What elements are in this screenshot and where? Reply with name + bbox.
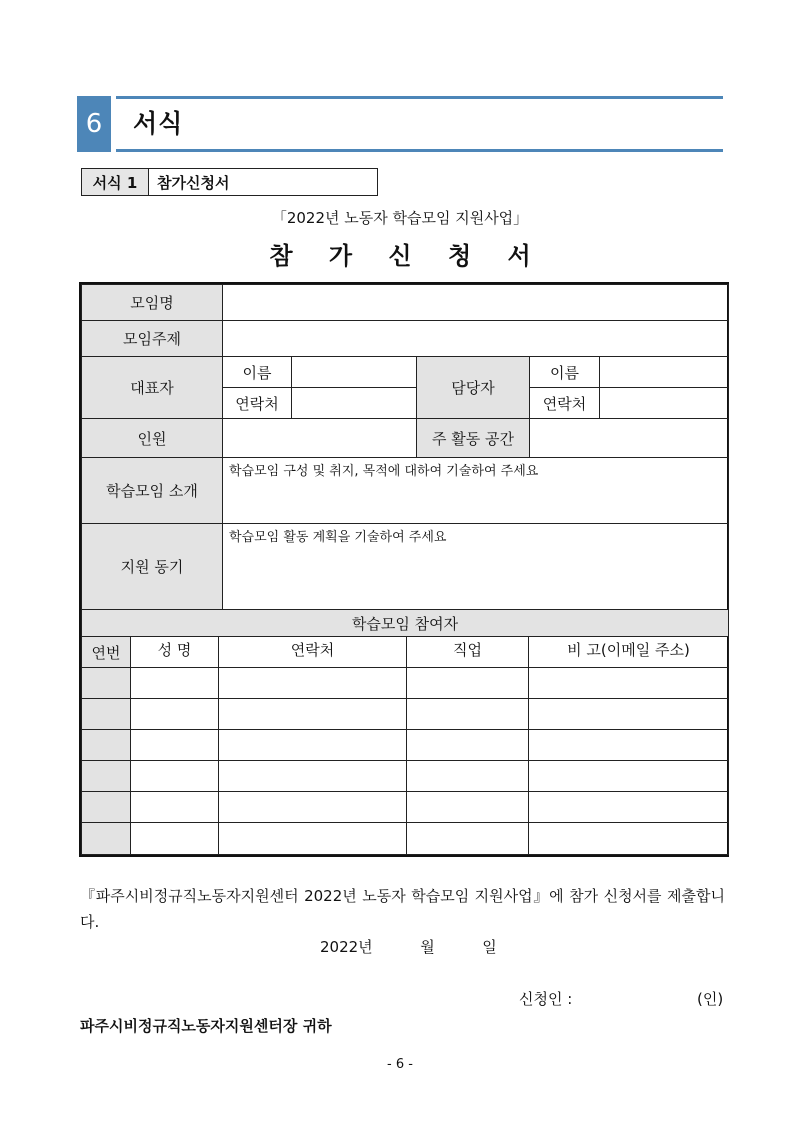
participant-note-cell[interactable] — [528, 698, 729, 730]
recipient: 파주시비정규직노동자지원센터장 귀하 — [80, 1017, 332, 1035]
input-mgr-contact[interactable] — [599, 387, 729, 419]
participant-job-cell[interactable] — [406, 791, 529, 823]
col-header-note: 비 고(이메일 주소) — [528, 636, 729, 668]
row-number-cell — [81, 667, 131, 699]
seal-label: (인) — [697, 990, 724, 1008]
participant-name-cell[interactable] — [130, 760, 219, 792]
form-name: 참가신청서 — [157, 173, 230, 192]
document-subtitle: 「2022년 노동자 학습모임 지원사업」 — [271, 209, 529, 227]
participant-contact-cell[interactable] — [218, 760, 407, 792]
participant-job-cell[interactable] — [406, 729, 529, 761]
applicant-label: 신청인 : — [519, 990, 573, 1008]
label-manager: 담당자 — [416, 356, 530, 419]
label-representative: 대표자 — [81, 356, 223, 419]
section-number: 6 — [77, 96, 111, 152]
section-rule-bottom — [116, 149, 723, 152]
input-motive[interactable]: 학습모임 활동 계획을 기술하여 주세요 — [222, 523, 729, 610]
participant-name-cell[interactable] — [130, 698, 219, 730]
row-number-cell — [81, 791, 131, 823]
participant-contact-cell[interactable] — [218, 667, 407, 699]
input-main-space[interactable] — [529, 418, 729, 458]
input-rep-name[interactable] — [291, 356, 417, 388]
date-month: 월 — [420, 938, 435, 956]
participant-contact-cell[interactable] — [218, 698, 407, 730]
label-motive: 지원 동기 — [81, 523, 223, 610]
participant-name-cell[interactable] — [130, 791, 219, 823]
participant-job-cell[interactable] — [406, 698, 529, 730]
participant-contact-cell[interactable] — [218, 822, 407, 855]
participant-name-cell[interactable] — [130, 822, 219, 855]
label-main-space: 주 활동 공간 — [416, 418, 530, 458]
section-rule-top — [116, 96, 723, 99]
participant-job-cell[interactable] — [406, 822, 529, 855]
row-number-cell — [81, 822, 131, 855]
row-number-cell — [81, 760, 131, 792]
submission-statement: 『파주시비정규직노동자지원센터 2022년 노동자 학습모임 지원사업』에 참가 신청서를 제출합니다. — [80, 887, 725, 931]
document-title: 참 가 신 청 서 — [269, 242, 545, 270]
input-rep-contact[interactable] — [291, 387, 417, 419]
participant-name-cell[interactable] — [130, 667, 219, 699]
col-header-job: 직업 — [406, 636, 529, 668]
form-label-box — [81, 168, 378, 196]
participant-note-cell[interactable] — [528, 791, 729, 823]
application-table — [79, 282, 729, 857]
participant-note-cell[interactable] — [528, 729, 729, 761]
col-header-name: 성 명 — [130, 636, 219, 668]
page-number: - 6 - — [387, 1057, 413, 1072]
label-rep-contact: 연락처 — [222, 387, 292, 419]
input-headcount[interactable] — [222, 418, 417, 458]
input-group-name[interactable] — [222, 284, 729, 321]
participant-job-cell[interactable] — [406, 667, 529, 699]
row-number-cell — [81, 729, 131, 761]
participant-contact-cell[interactable] — [218, 729, 407, 761]
date-line — [320, 936, 497, 957]
participant-contact-cell[interactable] — [218, 791, 407, 823]
input-intro[interactable]: 학습모임 구성 및 취지, 목적에 대하여 기술하여 주세요 — [222, 457, 729, 524]
input-mgr-name[interactable] — [599, 356, 729, 388]
label-rep-name: 이름 — [222, 356, 292, 388]
participant-note-cell[interactable] — [528, 667, 729, 699]
label-group-name: 모임명 — [81, 284, 223, 321]
section-title: 서식 — [133, 109, 184, 138]
label-headcount: 인원 — [81, 418, 223, 458]
participant-name-cell[interactable] — [130, 729, 219, 761]
label-mgr-contact: 연락처 — [529, 387, 600, 419]
date-day: 일 — [482, 938, 497, 956]
participant-note-cell[interactable] — [528, 822, 729, 855]
participants-title: 학습모임 참여자 — [81, 609, 729, 637]
participant-note-cell[interactable] — [528, 760, 729, 792]
participant-job-cell[interactable] — [406, 760, 529, 792]
input-group-topic[interactable] — [222, 320, 729, 357]
col-header-number: 연번 — [81, 636, 131, 668]
col-header-contact: 연락처 — [218, 636, 407, 668]
label-group-topic: 모임주제 — [81, 320, 223, 357]
form-code: 서식 1 — [82, 169, 149, 195]
label-intro: 학습모임 소개 — [81, 457, 223, 524]
date-year: 2022년 — [320, 938, 373, 956]
label-mgr-name: 이름 — [529, 356, 600, 388]
row-number-cell — [81, 698, 131, 730]
